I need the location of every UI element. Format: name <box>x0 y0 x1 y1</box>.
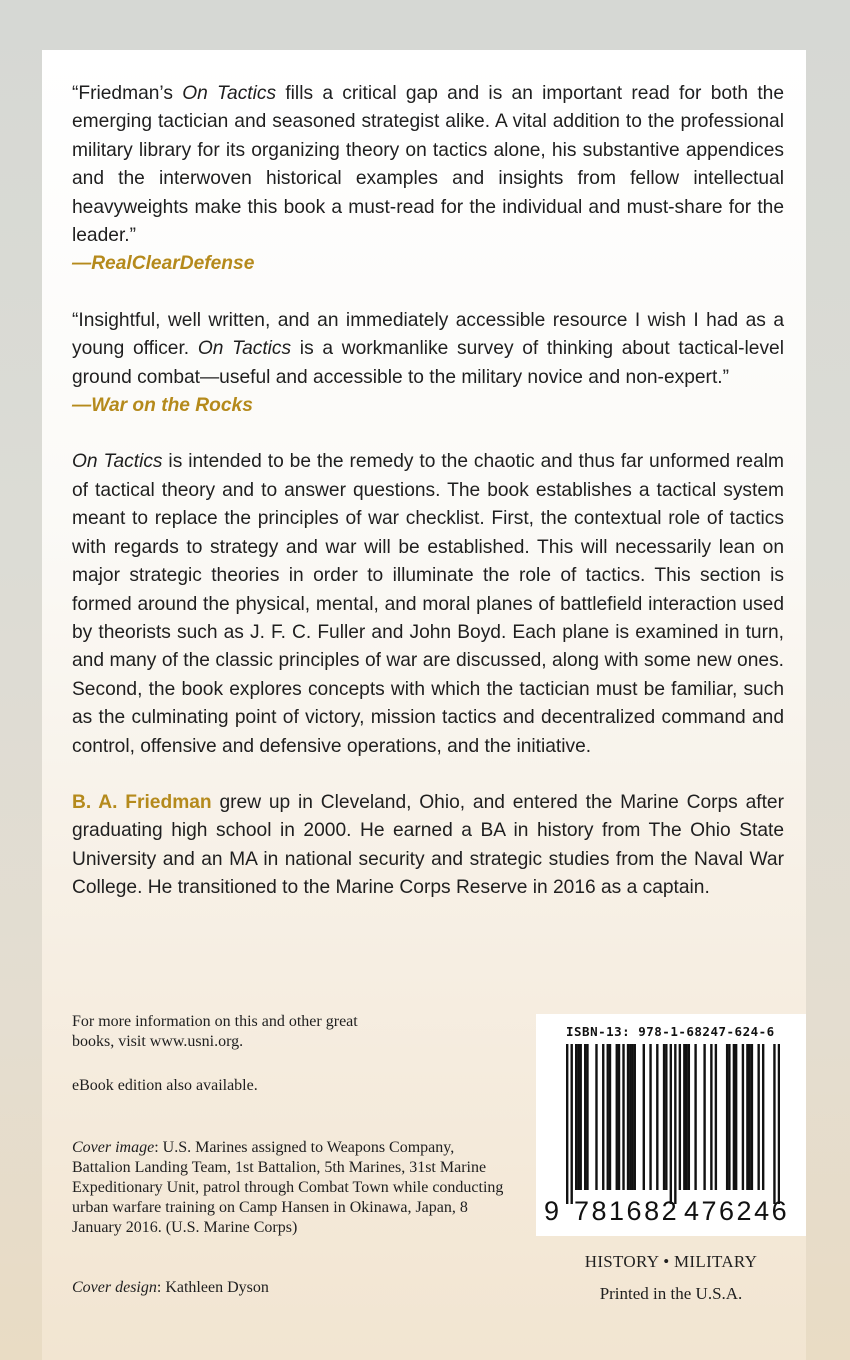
barcode-first-digit: 9 <box>544 1196 560 1226</box>
barcode-bar <box>631 1044 633 1190</box>
barcode-bar <box>663 1044 665 1190</box>
barcode-bar <box>757 1044 759 1190</box>
barcode-bar <box>748 1044 750 1190</box>
barcode-bar <box>607 1044 609 1190</box>
printed-in: Printed in the U.S.A. <box>599 1284 743 1303</box>
quote-1-attribution: —RealClearDefense <box>72 253 255 275</box>
barcode-bar <box>746 1044 748 1190</box>
barcode-bar <box>733 1044 735 1190</box>
barcode-bar <box>715 1044 717 1190</box>
isbn-barcode <box>536 1014 806 1236</box>
quote-1-text: “Friedman’s On Tactics fills a critical gap and is an important read for both the emerging tactician and seasoned strategist alike. A vital addition to the professional military library for its organizing theory on tactics alone, his substantive appendices and the interwoven historical examples and insights from fellow intellectual heavyweights make this book a must-read for the individual and must-share for the leader.” <box>72 83 784 247</box>
quote-2-text: “Insightful, well written, and an immediately accessible resource I wish I had as a young officer. On Tactics is a workmanlike survey of thinking about tactical-level ground combat—useful and accessible to the military novice and non-expert.” <box>72 309 784 388</box>
cover-design-credit: Cover design: Kathleen Dyson <box>72 1279 269 1296</box>
barcode-bar <box>616 1044 618 1190</box>
barcode-bar <box>710 1044 712 1190</box>
more-info-text: For more information on this and other great books, visit www.usni.org. <box>72 1013 358 1050</box>
barcode-bar <box>643 1044 645 1190</box>
barcode-guard-bar <box>571 1044 573 1204</box>
review-quote-2 <box>72 307 784 421</box>
back-cover-text <box>72 80 784 903</box>
barcode-bar <box>694 1044 696 1190</box>
barcode-bar <box>622 1044 624 1190</box>
review-quote-1 <box>72 80 784 279</box>
book-category: HISTORY • MILITARY <box>584 1252 758 1271</box>
barcode-bar <box>584 1044 586 1190</box>
barcode-bar <box>627 1044 629 1190</box>
barcode-bar <box>679 1044 681 1190</box>
author-name: B. A. Friedman <box>72 791 212 813</box>
barcode-bar <box>580 1044 582 1190</box>
barcode-bar <box>609 1044 611 1190</box>
isbn-label: ISBN-13: 978-1-68247-624-6 <box>566 1024 775 1039</box>
barcode-bar <box>685 1044 687 1190</box>
barcode-guard-bar <box>674 1044 676 1204</box>
barcode-group-1: 781682 <box>574 1196 680 1226</box>
author-bio: B. A. Friedman grew up in Cleveland, Ohio, and entered the Marine Corps after graduating high school in 2000. He earned a BA in history from The Ohio State University and an MA in national security and strategic studies from the Naval War College. He transitioned to the Marine Corps Reserve in 2016 as a captain. <box>72 791 784 899</box>
barcode-bar <box>649 1044 651 1190</box>
barcode-bar <box>742 1044 744 1190</box>
barcode-bar <box>751 1044 753 1190</box>
barcode-bar <box>726 1044 728 1190</box>
barcode-guard-bar <box>778 1044 780 1204</box>
barcode-bar <box>577 1044 579 1190</box>
book-description: On Tactics is intended to be the remedy to the chaotic and thus far unformed realm of tactical theory and to answer questions. The book establishes a tactical system meant to replace the principles of war checklist. First, the contextual role of tactics with regards to strategy and war will be established. This will necessarily lean on major strategic theories in order to illuminate the role of tactics. This section is formed around the physical, mental, and moral planes of battlefield interaction used by theorists such as J. F. C. Fuller and John Boyd. Each plane is examined in turn, and many of the classic principles of war are discussed, along with some new ones. Second, the book explores concepts with which the tactician must be familiar, such as the culminating point of victory, mission tactics and decentralized command and control, offensive and defensive operations, and the initiative. <box>72 451 784 757</box>
barcode-guard-bar <box>670 1044 672 1204</box>
barcode-bar <box>703 1044 705 1190</box>
barcode-bar <box>665 1044 667 1190</box>
barcode-bar <box>595 1044 597 1190</box>
barcode-bar <box>656 1044 658 1190</box>
ebook-note: eBook edition also available. <box>72 1077 258 1094</box>
barcode-bar <box>728 1044 730 1190</box>
barcode-bar <box>634 1044 636 1190</box>
barcode-bars <box>566 1044 780 1204</box>
barcode-bar <box>586 1044 588 1190</box>
barcode-bar <box>683 1044 685 1190</box>
barcode-guard-bar <box>566 1044 568 1204</box>
barcode-guard-bar <box>773 1044 775 1204</box>
barcode-group-2: 476246 <box>684 1196 790 1226</box>
barcode-bar <box>575 1044 577 1190</box>
barcode-bar <box>735 1044 737 1190</box>
barcode-bar <box>618 1044 620 1190</box>
barcode-bar <box>762 1044 764 1190</box>
quote-2-attribution: —War on the Rocks <box>72 395 253 417</box>
barcode-bar <box>602 1044 604 1190</box>
cover-image-credit: Cover image: U.S. Marines assigned to Weapons Company, Battalion Landing Team, 1st Battalion, 5th Marines, 31st Marine Expeditionary Unit, patrol through Combat Town while conducting urban warfare training on Camp Hansen in Okinawa, Japan, 8 January 2016. (U.S. Marine Corps) <box>72 1139 504 1236</box>
barcode-bar <box>629 1044 631 1190</box>
barcode-bar <box>688 1044 690 1190</box>
